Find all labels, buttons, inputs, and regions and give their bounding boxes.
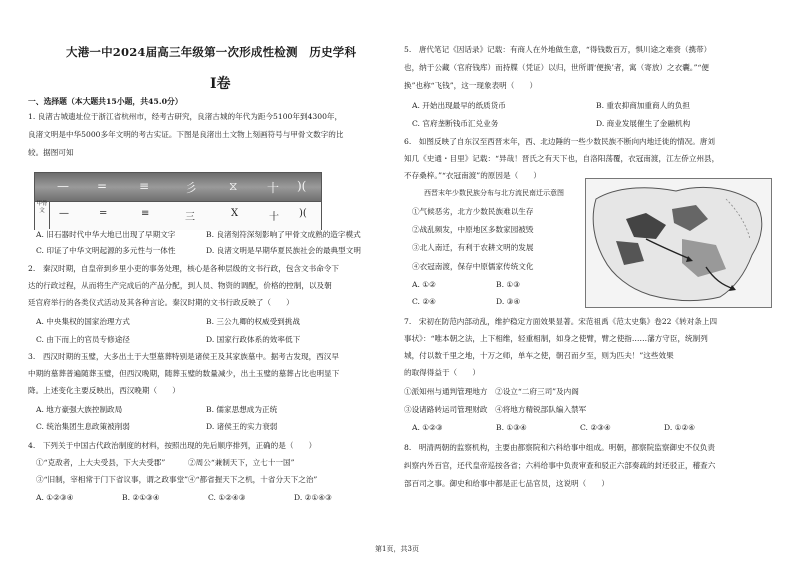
q3-line: 降。上述变化主要反映出，西汉晚期（ ） [28, 386, 180, 395]
q2-line: 2. 秦汉时期，自皇帝到乡里小吏的事务处理，核心是各种层级的文书行政，包含文书命令下 [28, 264, 339, 273]
oracle-glyph: )( [299, 208, 307, 219]
q6-line: 不存桑梓。”“衣冠南渡”的原因是（ ） [404, 171, 541, 180]
q6-statement: ③北人南迁，有利于农耕文明的发展 [412, 243, 534, 252]
symbol-glyph: — [57, 179, 69, 193]
q7-option-c[interactable]: C. ②③④ [580, 423, 611, 432]
q6-line: 知几《史通・目里》记载：“异哉！晋氏之有天下也，自洛阳荡覆，衣冠南渡，江左侨立州县， [404, 154, 720, 163]
q5-line: 也，纳于公藏（官府钱库）而持牒（凭证）以归，世所谓‘便换’者，寓（寄放）之衣囊。”“便 [404, 63, 709, 72]
oracle-glyph: 三 [185, 212, 195, 223]
q6-statement: ①气候恶劣，北方少数民族难以生存 [412, 207, 534, 216]
q7-option-b[interactable]: B. ①③④ [496, 423, 527, 432]
q7-statement: ①派知州与通判管理地方 ②设立“二府三司”及内阁 [404, 387, 579, 396]
q1-option-a[interactable]: A. 旧石器时代中华大地已出现了早期文字 [36, 230, 176, 239]
q3-line: 中期的墓葬普遍随葬玉璧，但西汉晚期，随葬玉璧的数量减少，出土玉璧的墓葬占比也明显下 [28, 369, 340, 378]
q6-option-b[interactable]: B. ①③ [496, 280, 521, 289]
exam-title: 大港一中2024届高三年级第一次形成性检测 历史学科 [66, 45, 357, 59]
symbol-glyph: )( [297, 179, 307, 193]
symbol-glyph: 十 [267, 181, 280, 195]
symbol-glyph: ≡ [139, 179, 150, 193]
q2-line: 达的行政过程，从而将生产完成后的产品分配，到人员、物资的调配，价格的控制，以及朝 [28, 281, 332, 290]
q2-line: 廷官府举行的各类仪式活动及其各种言论。秦汉时期的文书行政反映了（ ） [28, 298, 294, 307]
q7-statement: ③设诸路转运司管理财政 ④将地方精锐部队编入禁军 [404, 405, 587, 414]
q2-option-a[interactable]: A. 中央集权的国家治理方式 [36, 317, 130, 326]
q3-line: 3. 西汉时期的玉璧，大多出土于大型墓葬特别是诸侯王及其家族墓中。据考古发现，西汉早 [28, 352, 339, 361]
section-heading: 一、选择题（本大题共15小题，共45.0分） [28, 97, 183, 106]
q3-option-a[interactable]: A. 地方豪强大族控制政局 [36, 405, 123, 414]
symbol-glyph: = [97, 179, 108, 193]
oracle-glyph: 十 [269, 212, 279, 223]
oracle-glyph: = [99, 208, 108, 219]
q1-line: 较。据图可知 [28, 148, 74, 157]
q8-line: 8. 明清两朝的监察机构，主要由都察院和六科给事中组成。明朝，都察院监察御史不仅负责 [404, 443, 715, 452]
glyph-comparison-table [34, 172, 322, 230]
q2-option-b[interactable]: B. 三公九卿的权威受到挑战 [206, 317, 300, 326]
q6-option-c[interactable]: C. ②④ [412, 297, 436, 306]
map-title: 西晋末年少数民族分布与北方流民南迁示意图 [424, 189, 564, 197]
q1-option-d[interactable]: D. 良渚文明是早期华夏民族社会的最典型文明 [206, 246, 361, 255]
q3-option-c[interactable]: C. 统治集团生息政策被削弱 [36, 422, 130, 431]
q4-option-a[interactable]: A. ①②③④ [36, 493, 74, 502]
q8-line: 纠察内外百官，还代皇帝巡按各省；六科给事中负责审查和驳正六部奏疏的封还驳正，稽查六 [404, 461, 716, 470]
q5-option-d[interactable]: D. 商业发展催生了金融机构 [596, 119, 691, 128]
q4-option-d[interactable]: D. ②①④③ [294, 493, 332, 502]
q7-line: 的取得得益于（ ） [404, 368, 480, 377]
q4-line: 4. 下列关于中国古代政治制度的材料，按照出现的先后顺序排列，正确的是（ ） [28, 441, 317, 450]
q4-option-b[interactable]: B. ②①③④ [122, 493, 160, 502]
oracle-glyph: — [59, 208, 69, 219]
oracle-glyph: ≡ [141, 208, 150, 219]
q1-option-b[interactable]: B. 良渚刻符深刻影响了甲骨文成熟的造字模式 [206, 230, 361, 239]
q5-option-a[interactable]: A. 开始出现最早的纸质货币 [412, 101, 506, 110]
q7-line: 事状》：“唯本朝之法，上下相维，轻重相制，如身之使臂，臂之使指……藩方守臣，统制列 [404, 334, 708, 343]
q7-option-a[interactable]: A. ①②③ [412, 423, 443, 432]
q5-line: 换”也称“飞钱”，这一现象表明（ ） [404, 81, 538, 90]
q6-line: 6. 如图反映了自东汉至西晋末年，西、北边陲的一些少数民族不断向内地迁徙的情况。唐刘 [404, 137, 715, 146]
q4-option-c[interactable]: C. ①②④③ [208, 493, 246, 502]
q7-line: 7. 宋初在防范内部动乱，维护稳定方面效果显著。宋范祖禹《范太史集》卷22《转对条上四 [404, 317, 718, 326]
symbol-glyph: 彡 [185, 181, 198, 195]
q2-option-d[interactable]: D. 国家行政体系的效率低下 [206, 335, 301, 344]
liangzhu-symbol-row [35, 173, 321, 201]
q4-line: ①“克敌者，上大夫受县，下大夫受郡” ②周公“兼制天下，立七十一国” [36, 458, 295, 467]
oracle-bone-label: 甲骨文 [35, 201, 50, 229]
q7-option-d[interactable]: D. ①②④ [664, 423, 696, 432]
q1-line: 1. 良渚古城遗址位于浙江省杭州市，经考古研究，良渚古城的年代为距今5100年到4300年， [28, 112, 343, 121]
q5-option-c[interactable]: C. 官府垄断钱币汇兑业务 [412, 119, 499, 128]
q1-line: 良渚文明是中华5000多年文明的考古实证。下图是良渚出土文物上刻画符号与甲骨文数字的比 [28, 130, 344, 139]
page-number: 第1页，共3页 [375, 545, 419, 553]
migration-map [585, 178, 772, 308]
q4-line: ③“旧制，宰相常于门下省议事，谓之政事堂”④“都省握天下之机，十省分天下之治” [36, 475, 318, 484]
q2-option-c[interactable]: C. 由下而上的官员专修途径 [36, 335, 130, 344]
q3-option-b[interactable]: B. 儒家思想成为正统 [206, 405, 278, 414]
q1-option-c[interactable]: C. 印证了中华文明起源的多元性与一体性 [36, 246, 176, 255]
map-drawing [586, 179, 771, 307]
q6-statement: ②战乱频发，中原地区多数家园被毁 [412, 225, 534, 234]
q3-option-d[interactable]: D. 诸侯王的实力衰弱 [206, 422, 278, 431]
volume-heading: Ⅰ卷 [210, 76, 231, 92]
q8-line: 部百司之事。御史和给事中都是正七品官员，这说明（ ） [404, 479, 610, 488]
q6-statement: ④衣冠南渡，保存中原儒家传统文化 [412, 262, 534, 271]
q7-line: 城，付以数千里之地，十万之师，单车之使，朝召而夕至，则为匹夫！”这些效果 [404, 351, 674, 360]
q5-option-b[interactable]: B. 重农抑商加重商人的负担 [596, 101, 690, 110]
q6-option-a[interactable]: A. ①② [412, 280, 436, 289]
oracle-glyph: X [231, 208, 239, 219]
q6-option-d[interactable]: D. ③④ [496, 297, 521, 306]
q5-line: 5. 唐代笔记《因话录》记载：有商人在外地做生意，“得钱数百万，惧川途之难赍（携带） [404, 45, 712, 54]
symbol-glyph: ⧖ [229, 179, 238, 193]
